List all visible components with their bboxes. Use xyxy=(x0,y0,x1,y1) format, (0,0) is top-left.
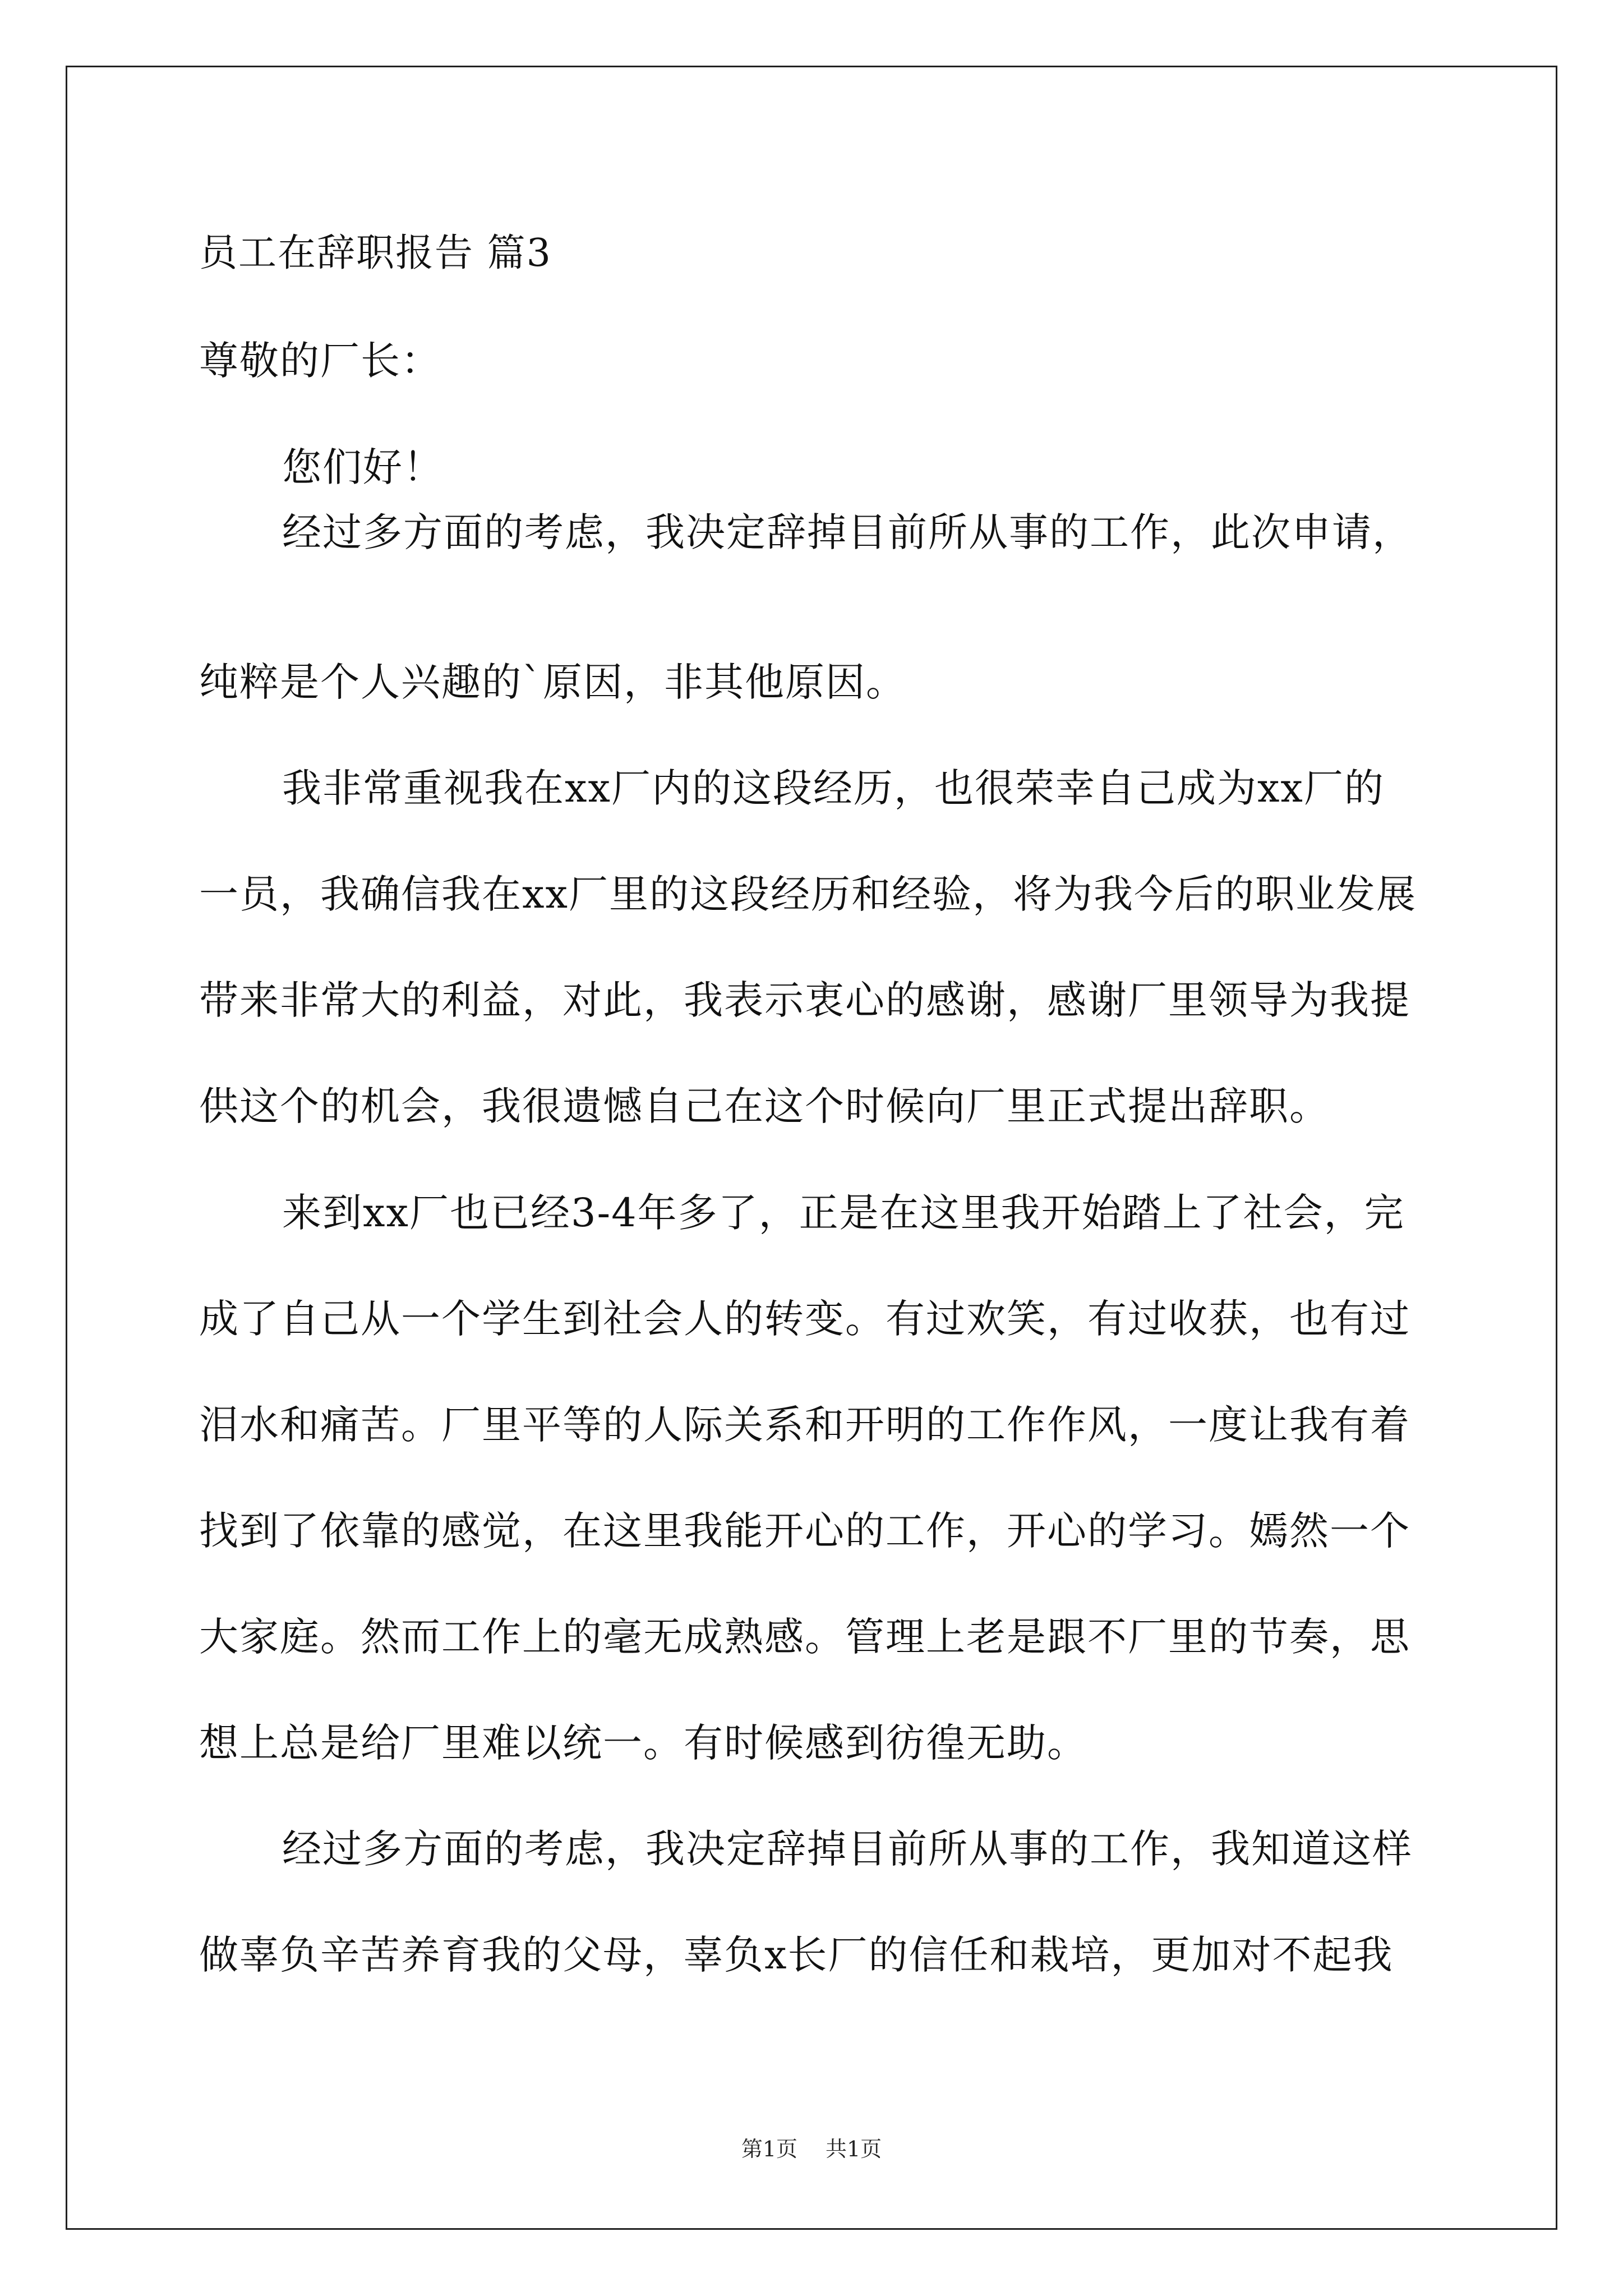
page-border xyxy=(66,66,1557,2230)
page-footer xyxy=(0,2138,1623,2160)
document-title: 员工在辞职报告 篇3 xyxy=(199,231,552,275)
paragraph-3-line-5: 大家庭。然而工作上的毫无成熟感。管理上老是跟不厂里的节奏，思 xyxy=(199,1614,1410,1660)
paragraph-3-line-3: 泪水和痛苦。厂里平等的人际关系和开明的工作作风，一度让我有着 xyxy=(199,1402,1410,1448)
paragraph-3-line-4: 找到了依靠的感觉，在这里我能开心的工作，开心的学习。嫣然一个 xyxy=(199,1508,1410,1554)
paragraph-3-line-6: 想上总是给厂里难以统一。有时候感到彷徨无助。 xyxy=(199,1720,1087,1766)
paragraph-2-line-2: 一员，我确信我在xx厂里的这段经历和经验，将为我今后的职业发展 xyxy=(199,871,1417,917)
paragraph-3-line-2: 成了自己从一个学生到社会人的转变。有过欢笑，有过收获，也有过 xyxy=(199,1296,1410,1342)
salutation: 尊敬的厂长： xyxy=(199,338,441,384)
page-total: 共1页 xyxy=(826,2137,882,2161)
paragraph-3-line-1: 来到xx厂也已经3-4年多了，正是在这里我开始踏上了社会，完 xyxy=(282,1190,1405,1236)
greeting: 您们好！ xyxy=(282,444,444,490)
paragraph-2-line-1: 我非常重视我在xx厂内的这段经历，也很荣幸自己成为xx厂的 xyxy=(282,765,1385,811)
paragraph-2-line-3: 带来非常大的利益，对此，我表示衷心的感谢，感谢厂里领导为我提 xyxy=(199,977,1410,1023)
paragraph-4-line-1: 经过多方面的考虑，我决定辞掉目前所从事的工作，我知道这样 xyxy=(282,1826,1413,1872)
paragraph-1-line-1: 经过多方面的考虑，我决定辞掉目前所从事的工作，此次申请， xyxy=(282,509,1413,555)
paragraph-4-line-2: 做辜负辛苦养育我的父母，辜负x长厂的信任和栽培，更加对不起我 xyxy=(199,1932,1394,1978)
paragraph-2-line-4: 供这个的机会，我很遗憾自己在这个时候向厂里正式提出辞职。 xyxy=(199,1083,1330,1129)
page-number: 第1页 xyxy=(741,2137,797,2161)
paragraph-1-line-2: 纯粹是个人兴趣的`原因，非其他原因。 xyxy=(199,659,906,705)
